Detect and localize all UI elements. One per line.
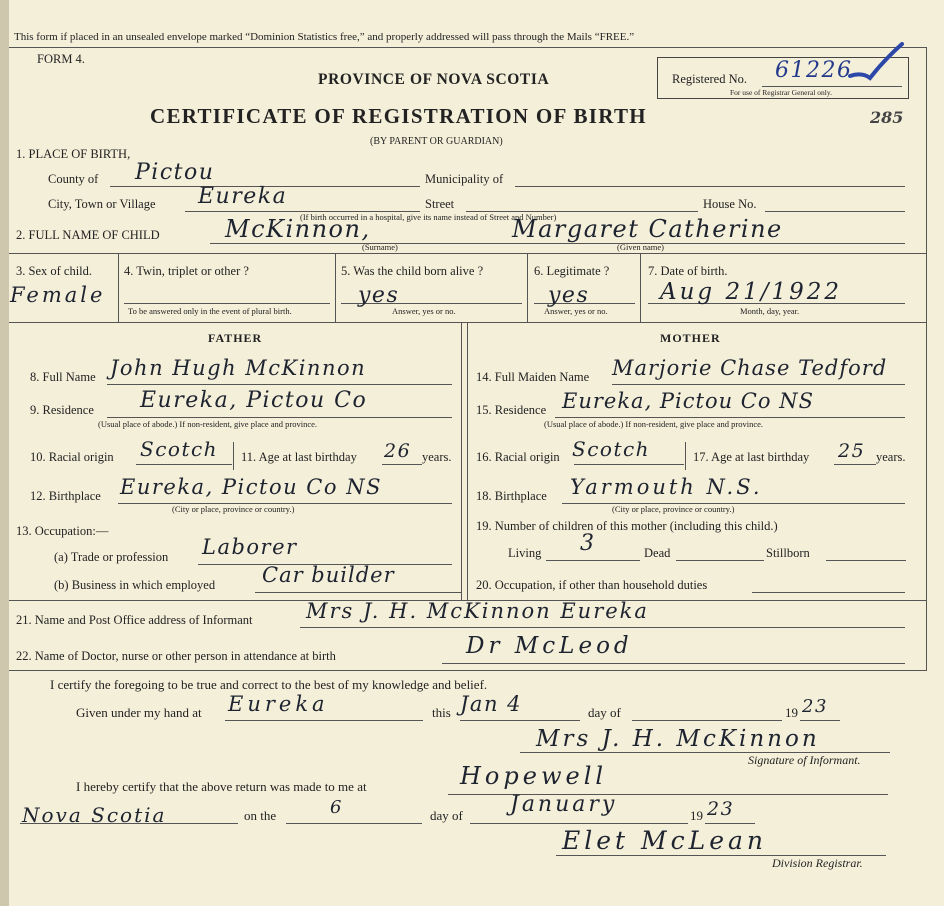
- father-occupation-label: 13. Occupation:—: [16, 524, 109, 538]
- child-name-line: [210, 243, 905, 244]
- birth-date-value: Aug 21/1922: [660, 279, 843, 305]
- informant-line: [300, 627, 905, 628]
- father-birthplace-value: Eureka, Pictou Co NS: [120, 475, 382, 499]
- father-birthplace-note: (City or place, province or country.): [172, 504, 295, 514]
- mother-residence-line: [555, 417, 905, 418]
- year-line: [800, 720, 840, 721]
- father-trade-value: Laborer: [202, 535, 298, 559]
- father-age-label: 11. Age at last birthday: [241, 450, 357, 464]
- registered-number: 61226: [775, 58, 853, 83]
- alive-note: Answer, yes or no.: [392, 306, 456, 316]
- mother-occupation-line: [752, 592, 905, 593]
- dead-label: Dead: [644, 546, 671, 560]
- father-trade-label: (a) Trade or profession: [54, 550, 169, 564]
- house-line: [765, 211, 905, 212]
- alive-value: yes: [358, 283, 400, 308]
- this-value: Jan 4: [460, 692, 522, 716]
- alive-label: 5. Was the child born alive ?: [341, 264, 484, 278]
- sex-value: Female: [10, 283, 106, 307]
- father-name-value: John Hugh McKinnon: [110, 356, 367, 380]
- county-label: County of: [48, 172, 99, 186]
- divider: [9, 670, 927, 671]
- province-line: [20, 823, 238, 824]
- month-line: [470, 823, 688, 824]
- legitimate-note: Answer, yes or no.: [544, 306, 608, 316]
- father-name-label: 8. Full Name: [30, 370, 96, 384]
- divider: [640, 253, 641, 323]
- birth-date-note: Month, day, year.: [740, 306, 800, 316]
- year-prefix: 19: [785, 705, 798, 720]
- living-value: 3: [580, 531, 596, 556]
- mother-race-value: Scotch: [572, 437, 651, 461]
- city-label: City, Town or Village: [48, 197, 156, 211]
- father-age-line: [382, 464, 422, 465]
- informant-value: Mrs J. H. McKinnon Eureka: [306, 599, 649, 623]
- stillborn-label: Stillborn: [766, 546, 810, 560]
- mother-name-value: Marjorie Chase Tedford: [612, 356, 888, 380]
- divider: [335, 253, 336, 323]
- day-number-value: 6: [330, 797, 343, 818]
- father-race-line: [136, 464, 232, 465]
- mother-occupation-label: 20. Occupation, if other than household duties: [476, 578, 708, 592]
- divider: [233, 442, 234, 470]
- mother-residence-note: (Usual place of abode.) If non-resident, give place and province.: [544, 419, 764, 429]
- child-surname: McKinnon,: [225, 215, 371, 243]
- mother-age-line: [834, 464, 876, 465]
- county-value: Pictou: [135, 160, 215, 185]
- divider: [926, 47, 927, 671]
- this-line: [460, 720, 580, 721]
- child-given-name: Margaret Catherine: [512, 215, 783, 243]
- registrar-signature: Elet McLean: [562, 826, 768, 855]
- father-residence-line: [107, 417, 452, 418]
- legitimate-value: yes: [548, 283, 590, 308]
- city-value: Eureka: [198, 184, 288, 209]
- registrar-province: Nova Scotia: [22, 803, 167, 827]
- father-business-label: (b) Business in which employed: [54, 578, 216, 592]
- father-business-line: [255, 592, 461, 593]
- given-at-line: [225, 720, 423, 721]
- informant-signature: Mrs J. H. McKinnon: [536, 726, 820, 752]
- place-heading: 1. PLACE OF BIRTH,: [16, 147, 131, 161]
- doctor-value: Dr McLeod: [466, 633, 633, 659]
- living-line: [546, 560, 640, 561]
- province-title: PROVINCE OF NOVA SCOTIA: [318, 71, 550, 88]
- corner-mark: 285: [870, 108, 904, 127]
- check-mark-icon: [848, 42, 904, 82]
- divider: [685, 442, 686, 470]
- registrar-place-value: Hopewell: [460, 762, 608, 790]
- mother-race-line: [574, 464, 684, 465]
- mother-heading: MOTHER: [660, 331, 721, 345]
- given-caption: (Given name): [617, 242, 664, 252]
- mother-age-label: 17. Age at last birthday: [693, 450, 810, 464]
- page-subtitle: (BY PARENT OR GUARDIAN): [370, 136, 503, 147]
- day-of-label-2: day of: [430, 808, 463, 823]
- registrar-use-note: For use of Registrar General only.: [730, 88, 832, 97]
- doctor-label: 22. Name of Doctor, nurse or other person in attendance at birth: [16, 649, 336, 663]
- father-age-value: 26: [384, 440, 412, 462]
- day-of-label: day of: [588, 705, 621, 720]
- children-count-label: 19. Number of children of this mother (including this child.): [476, 519, 778, 533]
- birth-date-label: 7. Date of birth.: [648, 264, 728, 278]
- municipality-label: Municipality of: [425, 172, 504, 186]
- father-residence-value: Eureka, Pictou Co: [140, 388, 368, 413]
- registrar-caption: Division Registrar.: [772, 856, 863, 870]
- mail-notice: This form if placed in an unsealed envelope marked “Dominion Statistics free,” and properly addressed will pass through the Mails “FREE.”: [14, 31, 635, 43]
- mother-birthplace-value: Yarmouth N.S.: [570, 475, 763, 499]
- given-at-value: Eureka: [228, 692, 329, 716]
- twin-note: To be answered only in the event of plural birth.: [128, 306, 292, 316]
- dead-line: [676, 560, 764, 561]
- twin-label: 4. Twin, triplet or other ?: [124, 264, 249, 278]
- father-name-line: [107, 384, 452, 385]
- registered-line: [762, 86, 902, 87]
- municipality-line: [515, 186, 905, 187]
- sex-label: 3. Sex of child.: [16, 264, 93, 278]
- divider: [9, 322, 927, 323]
- form-number: FORM 4.: [37, 52, 85, 66]
- house-label: House No.: [703, 197, 757, 211]
- mother-age-years: years.: [876, 450, 906, 464]
- registered-label: Registered No.: [672, 72, 747, 86]
- father-residence-note: (Usual place of abode.) If non-resident, give place and province.: [98, 419, 318, 429]
- mother-birthplace-note: (City or place, province or country.): [612, 504, 735, 514]
- month-value: January: [510, 792, 618, 817]
- year-prefix-2: 19: [690, 808, 703, 823]
- year-value: 23: [802, 696, 828, 717]
- mother-birthplace-label: 18. Birthplace: [476, 489, 547, 503]
- mother-race-label: 16. Racial origin: [476, 450, 560, 464]
- father-race-value: Scotch: [140, 437, 219, 461]
- child-name-label: 2. FULL NAME OF CHILD: [16, 228, 160, 242]
- legitimate-label: 6. Legitimate ?: [534, 264, 610, 278]
- doctor-line: [442, 663, 905, 664]
- father-residence-label: 9. Residence: [30, 403, 94, 417]
- twin-line: [124, 303, 330, 304]
- divider: [527, 253, 528, 323]
- surname-caption: (Surname): [362, 242, 398, 252]
- certify-statement: I certify the foregoing to be true and correct to the best of my knowledge and belief.: [50, 677, 488, 692]
- mother-age-value: 25: [838, 440, 866, 462]
- on-the-label: on the: [244, 808, 277, 823]
- stillborn-line: [826, 560, 906, 561]
- given-at-label: Given under my hand at: [76, 705, 202, 720]
- mother-name-label: 14. Full Maiden Name: [476, 370, 590, 384]
- divider: [467, 322, 468, 600]
- father-birthplace-label: 12. Birthplace: [30, 489, 101, 503]
- this-label: this: [432, 705, 451, 720]
- year-value-2: 23: [707, 798, 735, 820]
- mother-name-line: [612, 384, 905, 385]
- registrar-statement: I hereby certify that the above return was made to me at: [76, 779, 367, 794]
- informant-label: 21. Name and Post Office address of Informant: [16, 613, 253, 627]
- street-label: Street: [425, 197, 455, 211]
- mother-residence-label: 15. Residence: [476, 403, 547, 417]
- signature-caption: Signature of Informant.: [748, 753, 861, 767]
- mother-residence-value: Eureka, Pictou Co NS: [562, 389, 814, 413]
- father-business-value: Car builder: [262, 563, 395, 587]
- father-heading: FATHER: [208, 331, 263, 345]
- divider: [461, 322, 462, 600]
- father-race-label: 10. Racial origin: [30, 450, 114, 464]
- hospital-note: (If birth occurred in a hospital, give its name instead of Street and Number): [300, 212, 557, 222]
- day-of-line: [632, 720, 782, 721]
- year-line-2: [705, 823, 755, 824]
- divider: [118, 253, 119, 323]
- father-age-years: years.: [422, 450, 452, 464]
- divider: [9, 253, 927, 254]
- living-label: Living: [508, 546, 542, 560]
- day-number-line: [286, 823, 422, 824]
- divider: [9, 47, 927, 48]
- page-title: CERTIFICATE OF REGISTRATION OF BIRTH: [150, 104, 647, 128]
